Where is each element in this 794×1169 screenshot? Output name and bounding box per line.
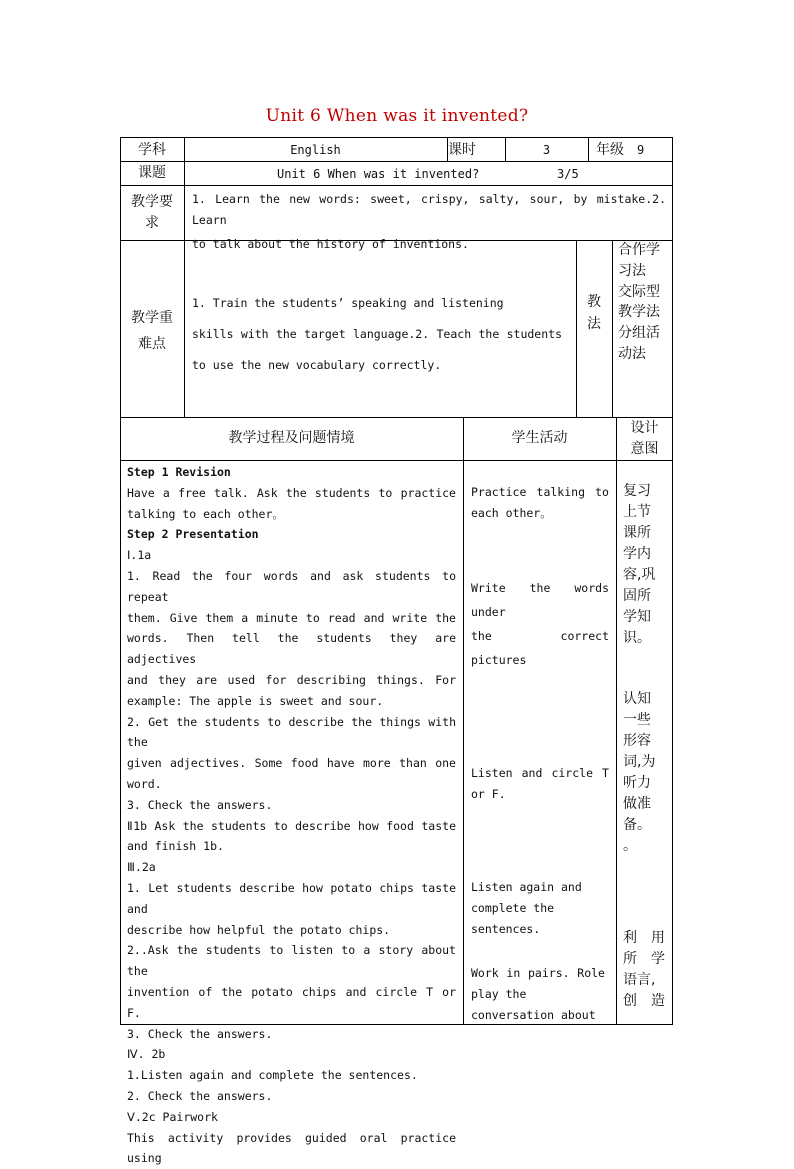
intent-line: 课所	[623, 523, 655, 544]
process-line: invention of the potato chips and circle T or F.	[127, 982, 456, 1024]
step-heading: Step 2 Presentation	[127, 524, 456, 545]
process-line: 2. Check the answers.	[127, 1086, 456, 1107]
intent-line: 认知	[623, 689, 655, 710]
intent-line: 。	[623, 836, 655, 857]
row-divider	[120, 161, 673, 162]
key-points-label: 教学重	[120, 308, 184, 329]
student-activity-1	[471, 482, 609, 524]
student-activity-5	[471, 963, 605, 1025]
step-heading: Step 1 Revision	[127, 462, 456, 483]
intent-line: 学知	[623, 607, 655, 628]
design-intent-1	[623, 481, 655, 649]
design-intent-header: 设计	[616, 418, 673, 439]
topic-label: 课题	[120, 163, 184, 184]
grade-label: 年级	[596, 140, 624, 161]
process-line: 1. Let students describe how potato chips taste and	[127, 878, 456, 920]
process-line: Have a free talk. Ask the students to practice	[127, 483, 456, 504]
method-label-2: 法	[576, 314, 612, 335]
process-line: talking to each other。	[127, 504, 456, 525]
method-item: 习法	[618, 261, 660, 282]
process-line: given adjectives. Some food have more than one	[127, 753, 456, 774]
student-activity-4	[471, 877, 609, 939]
intent-line: 语言,	[623, 970, 665, 991]
intent-line: 利 用	[623, 928, 665, 949]
activity-line: the correct pictures	[471, 624, 609, 672]
student-activity-3	[471, 763, 609, 805]
intent-line: 上节	[623, 502, 655, 523]
activity-line: Write the words under	[471, 576, 609, 624]
method-label: 教	[576, 292, 612, 313]
process-line: 1.Listen again and complete the sentences.	[127, 1065, 456, 1086]
process-line: 3. Check the answers.	[127, 795, 456, 816]
teaching-process	[127, 462, 456, 1169]
key-points-line: 1. Train the students’ speaking and listening	[192, 288, 562, 319]
intent-line: 词,为	[623, 752, 655, 773]
student-activity-header: 学生活动	[463, 428, 616, 449]
requirements-label: 教学要	[120, 192, 184, 213]
activity-line: sentences.	[471, 919, 609, 940]
process-line: 3. Check the answers.	[127, 1024, 456, 1045]
process-line: 2. Get the students to describe the things with the	[127, 712, 456, 754]
subject-value: English	[184, 140, 447, 161]
topic-page: 3/5	[557, 164, 579, 185]
intent-line: 学内	[623, 544, 655, 565]
activity-line: Practice talking to	[471, 482, 609, 503]
process-line: Ⅰ.1a	[127, 545, 456, 566]
col-divider	[588, 137, 589, 161]
period-value: 3	[505, 140, 588, 161]
col-divider	[184, 137, 185, 417]
method-item: 交际型	[618, 282, 660, 303]
key-points-line: to use the new vocabulary correctly.	[192, 350, 562, 381]
process-line: Ⅴ.2c Pairwork	[127, 1107, 456, 1128]
key-points-text	[192, 288, 562, 381]
process-line: and they are used for describing things. For	[127, 670, 456, 691]
key-points-label-2: 难点	[120, 334, 184, 355]
design-intent-header-2: 意图	[616, 439, 673, 460]
teaching-methods	[618, 240, 660, 365]
intent-line: 容,巩	[623, 565, 655, 586]
process-line: Ⅱ1b Ask the students to describe how food taste	[127, 816, 456, 837]
intent-line: 识。	[623, 628, 655, 649]
activity-line: each other。	[471, 503, 609, 524]
process-line: This activity provides guided oral practice using	[127, 1128, 456, 1169]
student-activity-2	[471, 576, 609, 672]
method-item: 动法	[618, 344, 660, 365]
activity-line: play the	[471, 984, 605, 1005]
intent-line: 复习	[623, 481, 655, 502]
row-divider	[120, 417, 673, 418]
intent-line: 备。	[623, 815, 655, 836]
period-label: 课时	[448, 140, 476, 161]
intent-line: 形容	[623, 731, 655, 752]
intent-line: 做准	[623, 794, 655, 815]
requirements-label-2: 求	[120, 213, 184, 234]
method-item: 合作学	[618, 240, 660, 261]
process-line: describe how helpful the potato chips.	[127, 920, 456, 941]
activity-line: Listen again and	[471, 877, 609, 898]
process-line: word.	[127, 774, 456, 795]
design-intent-2	[623, 689, 655, 857]
intent-line: 所 学	[623, 949, 665, 970]
topic-value: Unit 6 When was it invented?	[277, 164, 479, 185]
col-divider	[463, 417, 464, 1025]
process-line: and finish 1b.	[127, 836, 456, 857]
document-title: Unit 6 When was it invented?	[0, 106, 794, 126]
process-header: 教学过程及问题情境	[120, 428, 463, 449]
row-divider	[120, 185, 673, 186]
requirements-line: to talk about the history of inventions.	[192, 234, 666, 255]
method-item: 教学法	[618, 302, 660, 323]
subject-label: 学科	[120, 140, 184, 161]
process-line: words. Then tell the students they are adjectives	[127, 628, 456, 670]
activity-line: conversation about	[471, 1005, 605, 1026]
activity-line: Listen and circle T	[471, 763, 609, 784]
intent-line: 听力	[623, 773, 655, 794]
process-line: them. Give them a minute to read and write the	[127, 608, 456, 629]
col-divider	[612, 240, 613, 417]
grade-value: 9	[637, 140, 644, 161]
process-line: 1. Read the four words and ask students to repeat	[127, 566, 456, 608]
design-intent-3	[623, 928, 665, 1012]
requirements-line: 1. Learn the new words: sweet, crispy, salty, sour, by mistake.2. Learn	[192, 189, 666, 231]
activity-line: Work in pairs. Role	[471, 963, 605, 984]
intent-line: 创 造	[623, 991, 665, 1012]
row-divider	[120, 460, 673, 461]
process-line: 2..Ask the students to listen to a story about the	[127, 940, 456, 982]
key-points-line: skills with the target language.2. Teach the students	[192, 319, 562, 350]
activity-line: complete the	[471, 898, 609, 919]
intent-line: 一些	[623, 710, 655, 731]
method-item: 分组活	[618, 323, 660, 344]
process-line: Ⅲ.2a	[127, 857, 456, 878]
intent-line: 固所	[623, 586, 655, 607]
activity-line: or F.	[471, 784, 609, 805]
col-divider	[616, 417, 617, 1025]
requirements-text	[192, 189, 666, 254]
process-line: example: The apple is sweet and sour.	[127, 691, 456, 712]
process-line: Ⅳ. 2b	[127, 1044, 456, 1065]
